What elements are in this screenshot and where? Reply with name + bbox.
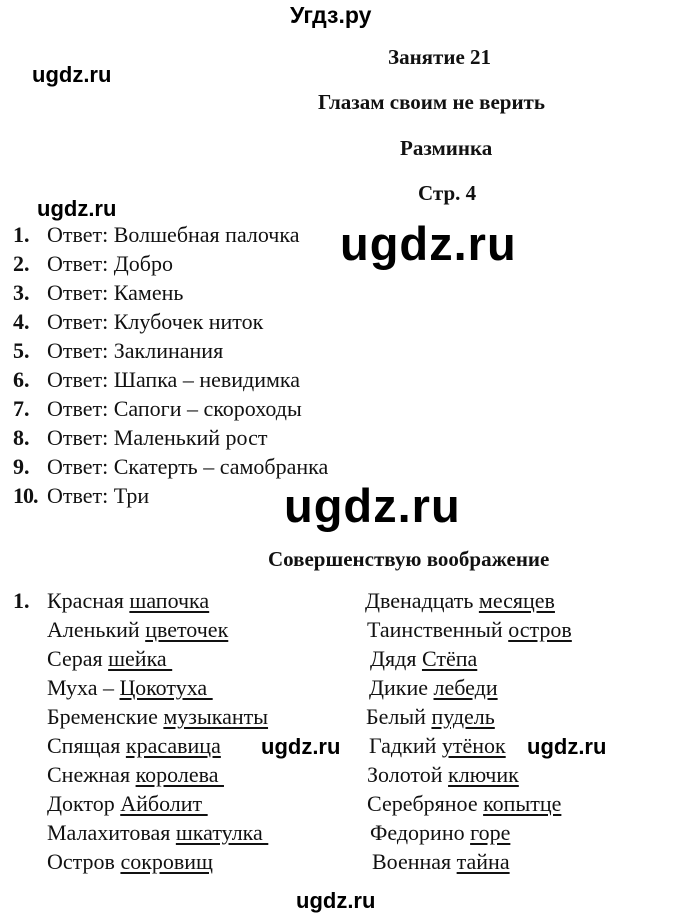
imagination-number: 1. <box>13 588 30 613</box>
title-item: Аленький цветочек <box>47 617 229 642</box>
answer-item: 4. Ответ: Клубочек ниток <box>13 309 264 334</box>
watermark: ugdz.ru <box>296 888 376 913</box>
title-item: Снежная королева <box>47 762 224 787</box>
site-title: Угдз.ру <box>290 2 372 28</box>
lesson-subtitle: Глазам своим не верить <box>318 90 545 114</box>
title-item: Красная шапочка <box>47 588 210 613</box>
title-item: Дядя Стёпа <box>370 646 478 671</box>
title-item: Спящая красавица <box>47 733 221 758</box>
answer-item: 2. Ответ: Добро <box>13 251 173 276</box>
answer-item: 9. Ответ: Скатерть – самобранка <box>13 454 329 479</box>
watermark: ugdz.ru <box>32 62 112 87</box>
title-item: Серая шейка <box>47 646 173 671</box>
title-item: Серебряное копытце <box>367 791 562 816</box>
title-item: Доктор Айболит <box>47 791 208 816</box>
title-item: Военная тайна <box>372 849 510 874</box>
answer-item: 10. Ответ: Три <box>13 483 150 508</box>
section-heading: Разминка <box>400 136 493 160</box>
watermark: ugdz.ru <box>261 734 341 759</box>
title-item: Таинственный остров <box>367 617 572 642</box>
answer-item: 3. Ответ: Камень <box>13 280 184 305</box>
answer-item: 5. Ответ: Заклинания <box>13 338 224 363</box>
watermark: ugdz.ru <box>527 734 607 759</box>
section-heading: Совершенствую воображение <box>268 547 550 571</box>
title-item: Остров сокровищ <box>47 849 213 874</box>
watermark: ugdz.ru <box>37 196 117 221</box>
title-item: Дикие лебеди <box>369 675 498 700</box>
title-item: Бременские музыканты <box>47 704 269 729</box>
lesson-title: Занятие 21 <box>388 45 492 69</box>
title-item: Федорино горе <box>370 820 511 845</box>
title-item: Золотой ключик <box>367 762 519 787</box>
watermark: ugdz.ru <box>284 479 461 532</box>
answer-item: 7. Ответ: Сапоги – скороходы <box>13 396 302 421</box>
watermark: ugdz.ru <box>340 217 517 270</box>
answer-item: 6. Ответ: Шапка – невидимка <box>13 367 301 392</box>
title-item: Муха – Цокотуха <box>47 675 213 700</box>
title-item: Малахитовая шкатулка <box>47 820 269 845</box>
answer-item: 1. Ответ: Волшебная палочка <box>13 222 300 247</box>
title-item: Белый пудель <box>366 704 495 729</box>
answer-item: 8. Ответ: Маленький рост <box>13 425 268 450</box>
page-number: Стр. 4 <box>418 181 477 205</box>
title-item: Двенадцать месяцев <box>365 588 555 613</box>
title-item: Гадкий утёнок <box>369 733 506 758</box>
